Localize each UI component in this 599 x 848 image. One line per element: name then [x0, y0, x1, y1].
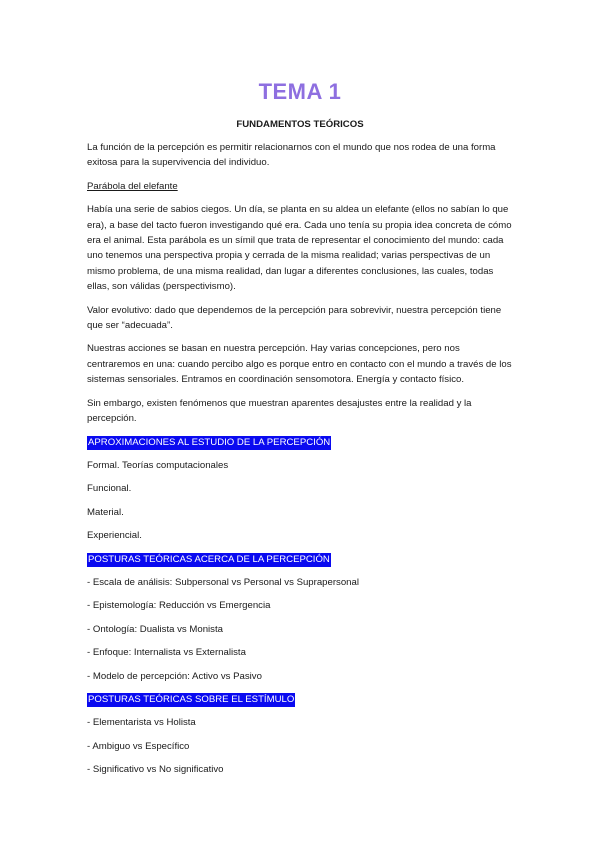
intro-paragraph: La función de la percepción es permitir relacionarnos con el mundo que nos rodea de una forma exitosa para la supervivencia del individuo.	[87, 142, 496, 169]
list-item: - Ambiguo vs Específico	[87, 740, 190, 752]
section-heading-approaches	[87, 435, 513, 450]
document-page	[87, 72, 513, 786]
list-item: Funcional.	[87, 483, 132, 495]
however-paragraph: Sin embargo, existen fenómenos que muestran aparentes desajustes entre la realidad y la percepción.	[87, 397, 472, 425]
list-item: - Significativo vs No significativo	[87, 764, 224, 776]
section-heading-stimulus-postures	[87, 692, 513, 707]
parable-heading: Parábola del elefante	[87, 180, 178, 192]
page-title: TEMA 1	[258, 79, 342, 104]
highlighted-heading: POSTURAS TEÓRICAS ACERCA DE LA PERCEPCIÓN	[88, 553, 330, 565]
highlighted-heading: POSTURAS TEÓRICAS SOBRE EL ESTÍMULO	[88, 693, 295, 705]
list-item: - Epistemología: Reducción vs Emergencia	[87, 600, 271, 612]
list-item: - Enfoque: Internalista vs Externalista	[87, 647, 246, 659]
actions-paragraph: Nuestras acciones se basan en nuestra percepción. Hay varias concepciones, pero nos centraremos en una: cuando percibo algo es porque entro en contacto con el mundo a través de los sistemas sensoriales. Entramos en coordinación sensomotora. Energía y contacto físico.	[87, 343, 512, 386]
section-heading-perception-postures	[87, 552, 513, 567]
list-item: - Escala de análisis: Subpersonal vs Personal vs Suprapersonal	[87, 576, 359, 588]
list-item: Material.	[87, 506, 124, 518]
highlighted-heading: APROXIMACIONES AL ESTUDIO DE LA PERCEPCIÓN	[88, 436, 331, 448]
page-subtitle: FUNDAMENTOS TEÓRICOS	[236, 119, 364, 130]
list-item: Formal. Teorías computacionales	[87, 459, 229, 471]
list-item: - Ontología: Dualista vs Monista	[87, 623, 223, 635]
list-item: - Elementarista vs Holista	[87, 717, 196, 729]
list-item: Experiencial.	[87, 530, 142, 542]
parable-paragraph: Había una serie de sabios ciegos. Un día, se planta en su aldea un elefante (ellos no sabían lo que era), a base del tacto fueron investigando qué era. Cada uno tenía su propia idea concreta de cómo era el animal. Esta parábola es un símil que trata de representar el conocimiento del mundo: cada uno tenemos una perspectiva propia y cerrada de la misma realidad; varias perspectivas de un mismo problema, de una misma realidad, dan lugar a diferentes conclusiones, las cuales, todas ellas, son válidas (perspectivismo).	[87, 204, 512, 293]
evolutive-paragraph: Valor evolutivo: dado que dependemos de la percepción para sobrevivir, nuestra percepción tiene que ser “adecuada”.	[87, 304, 502, 332]
list-item: - Modelo de percepción: Activo vs Pasivo	[87, 670, 262, 682]
